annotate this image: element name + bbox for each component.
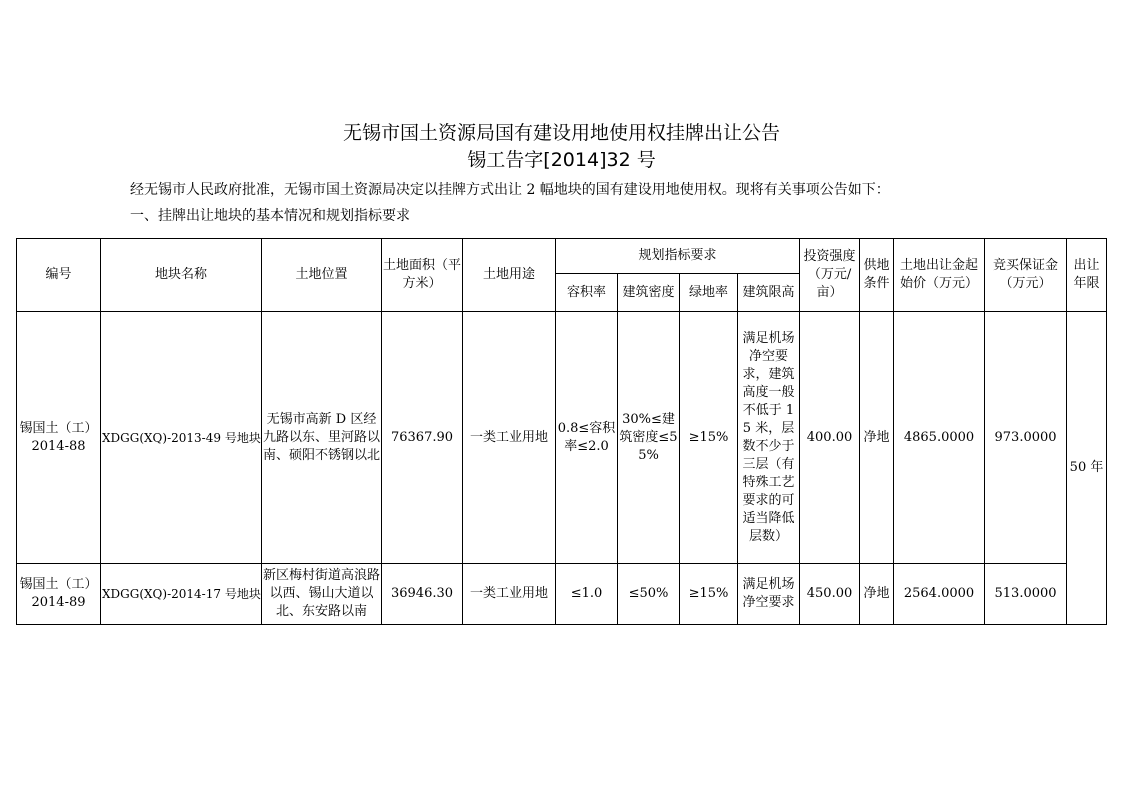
row-intensity: 450.00 [800,564,860,625]
row-use: 一类工业用地 [463,564,556,625]
header-density: 建筑密度 [618,274,680,312]
row-area: 76367.90 [382,312,463,564]
row-density: ≤50% [618,564,680,625]
header-number: 编号 [17,239,101,312]
header-supply: 供地条件 [860,239,894,312]
header-use: 土地用途 [463,239,556,312]
row-start-price: 4865.0000 [894,312,985,564]
row-name: XDGG(XQ)-2014-17 号地块 [101,564,262,625]
row-location: 无锡市高新 D 区经九路以东、里河路以南、硕阳不锈钢以北 [262,312,382,564]
row-intensity: 400.00 [800,312,860,564]
notice-title: 无锡市国土资源局国有建设用地使用权挂牌出让公告 [342,122,780,144]
header-planning: 规划指标要求 [556,239,800,274]
row-supply: 净地 [860,312,894,564]
row-green: ≥15% [680,564,738,625]
row-height: 满足机场净空要求，建筑高度一般不低于 15 米，层数不少于三层（有特殊工艺要求的可适当降低层数） [738,312,800,564]
row-green: ≥15% [680,312,738,564]
row-far: ≤1.0 [556,564,618,625]
row-start-price: 2564.0000 [894,564,985,625]
header-start-price: 土地出让金起始价（万元） [894,239,985,312]
row-supply: 净地 [860,564,894,625]
row-height: 满足机场净空要求 [738,564,800,625]
row-deposit: 973.0000 [985,312,1067,564]
header-term: 出让年限 [1067,239,1107,312]
header-name: 地块名称 [101,239,262,312]
header-height: 建筑限高 [738,274,800,312]
row-density: 30%≤建筑密度≤55% [618,312,680,564]
row-far: 0.8≤容积率≤2.0 [556,312,618,564]
header-intensity: 投资强度（万元/亩） [800,239,860,312]
row-name: XDGG(XQ)-2013-49 号地块 [101,312,262,564]
header-far: 容积率 [556,274,618,312]
section-heading: 一、挂牌出让地块的基本情况和规划指标要求 [130,208,410,224]
row-location: 新区梅村街道高浪路以西、锡山大道以北、东安路以南 [262,564,382,625]
parcel-table [16,238,1107,625]
row-number: 锡国土（工）2014-89 [17,564,101,625]
document-number: 锡工告字[2014]32 号 [467,149,656,171]
intro-paragraph: 经无锡市人民政府批准，无锡市国土资源局决定以挂牌方式出让 2 幅地块的国有建设用地使用权。现将有关事项公告如下： [130,182,890,198]
header-row [17,239,1107,274]
header-area: 土地面积（平方米） [382,239,463,312]
table-row [17,564,1107,625]
row-number: 锡国土（工）2014-88 [17,312,101,564]
row-deposit: 513.0000 [985,564,1067,625]
row-term: 50 年 [1067,312,1107,625]
header-location: 土地位置 [262,239,382,312]
row-use: 一类工业用地 [463,312,556,564]
header-deposit: 竞买保证金（万元） [985,239,1067,312]
table-row [17,312,1107,564]
row-area: 36946.30 [382,564,463,625]
header-green: 绿地率 [680,274,738,312]
